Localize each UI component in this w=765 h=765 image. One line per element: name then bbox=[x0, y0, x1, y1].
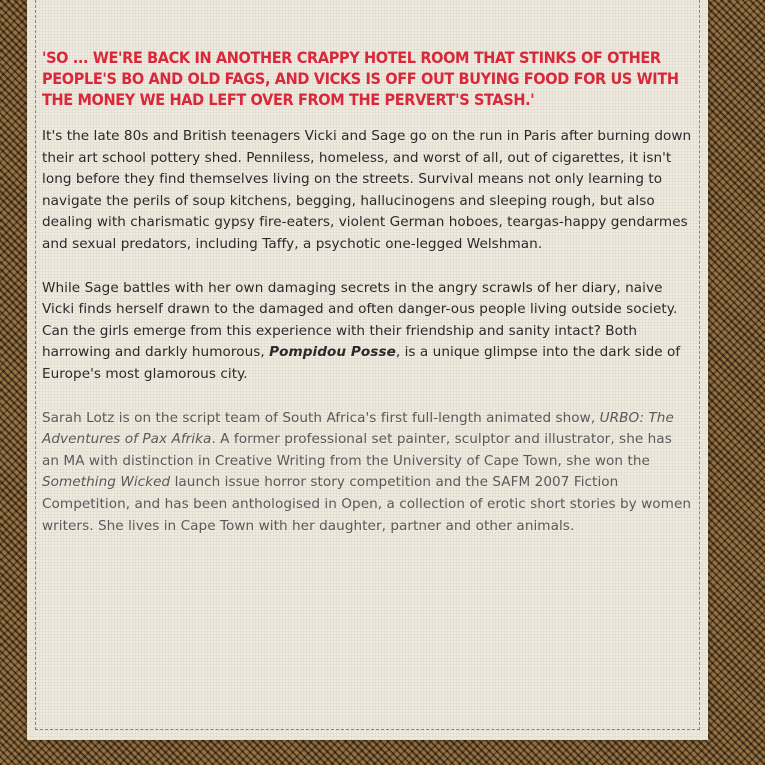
competition-title: Something Wicked bbox=[42, 474, 171, 491]
book-title: Pompidou Posse bbox=[269, 344, 396, 361]
bio-text-1: Sarah Lotz is on the script team of South Africa's first full-length animated show, bbox=[42, 409, 600, 426]
pull-quote: 'SO ... WE'RE BACK IN ANOTHER CRAPPY HOTEL ROOM THAT STINKS OF OTHER PEOPLE'S BO AND OLD FAGS, AND VICKS IS OFF OUT BUYING FOOD FOR US WITH THE MONEY WE HAD LEFT OVER FROM THE PERVERT'S STASH.' bbox=[42, 49, 679, 109]
bio-text-3: launch issue horror story competition and the SAFM 2007 Fiction Competition, and has been anthologised in Open, a collection of erotic short stories by women writers. She lives in Cape Town with her daughter, partner and other animals. bbox=[42, 474, 692, 534]
synopsis-text-end: , is a unique glimpse into the dark side of Europe's most glamorous city. bbox=[42, 344, 681, 382]
bio-text-2: . A former professional set painter, sculptor and illustrator, she has an MA with distinction in Creative Writing from the University of Cape Town, she won the bbox=[42, 431, 672, 469]
cover-text bbox=[42, 48, 693, 537]
show-title: URBO: The Adventures of Pax Afrika bbox=[42, 409, 674, 448]
synopsis-paragraph-1: It's the late 80s and British teenagers Vicki and Sage go on the run in Paris after burning down their art school pottery shed. Penniless, homeless, and worst of all, out of cigarettes, it isn't long before they find themselves living on the streets. Survival means not only learning to navigate the perils of soup kitchens, begging, hallucinogens and sleeping rough, but also dealing with charismatic gypsy fire-eaters, violent German hoboes, teargas-happy gendarmes and sexual predators, including Taffy, a psychotic one-legged Welshman. bbox=[42, 128, 692, 252]
synopsis-paragraph-2 bbox=[42, 278, 693, 386]
back-cover-panel bbox=[27, 0, 708, 740]
author-bio bbox=[42, 408, 693, 538]
synopsis-text: While Sage battles with her own damaging secrets in the angry scrawls of her diary, naive Vicki finds herself drawn to the damaged and often danger-ous people living outside society. Can the girls emerge from this experience with their friendship and sanity intact? Both harrowing and darkly humorous, bbox=[42, 279, 678, 361]
